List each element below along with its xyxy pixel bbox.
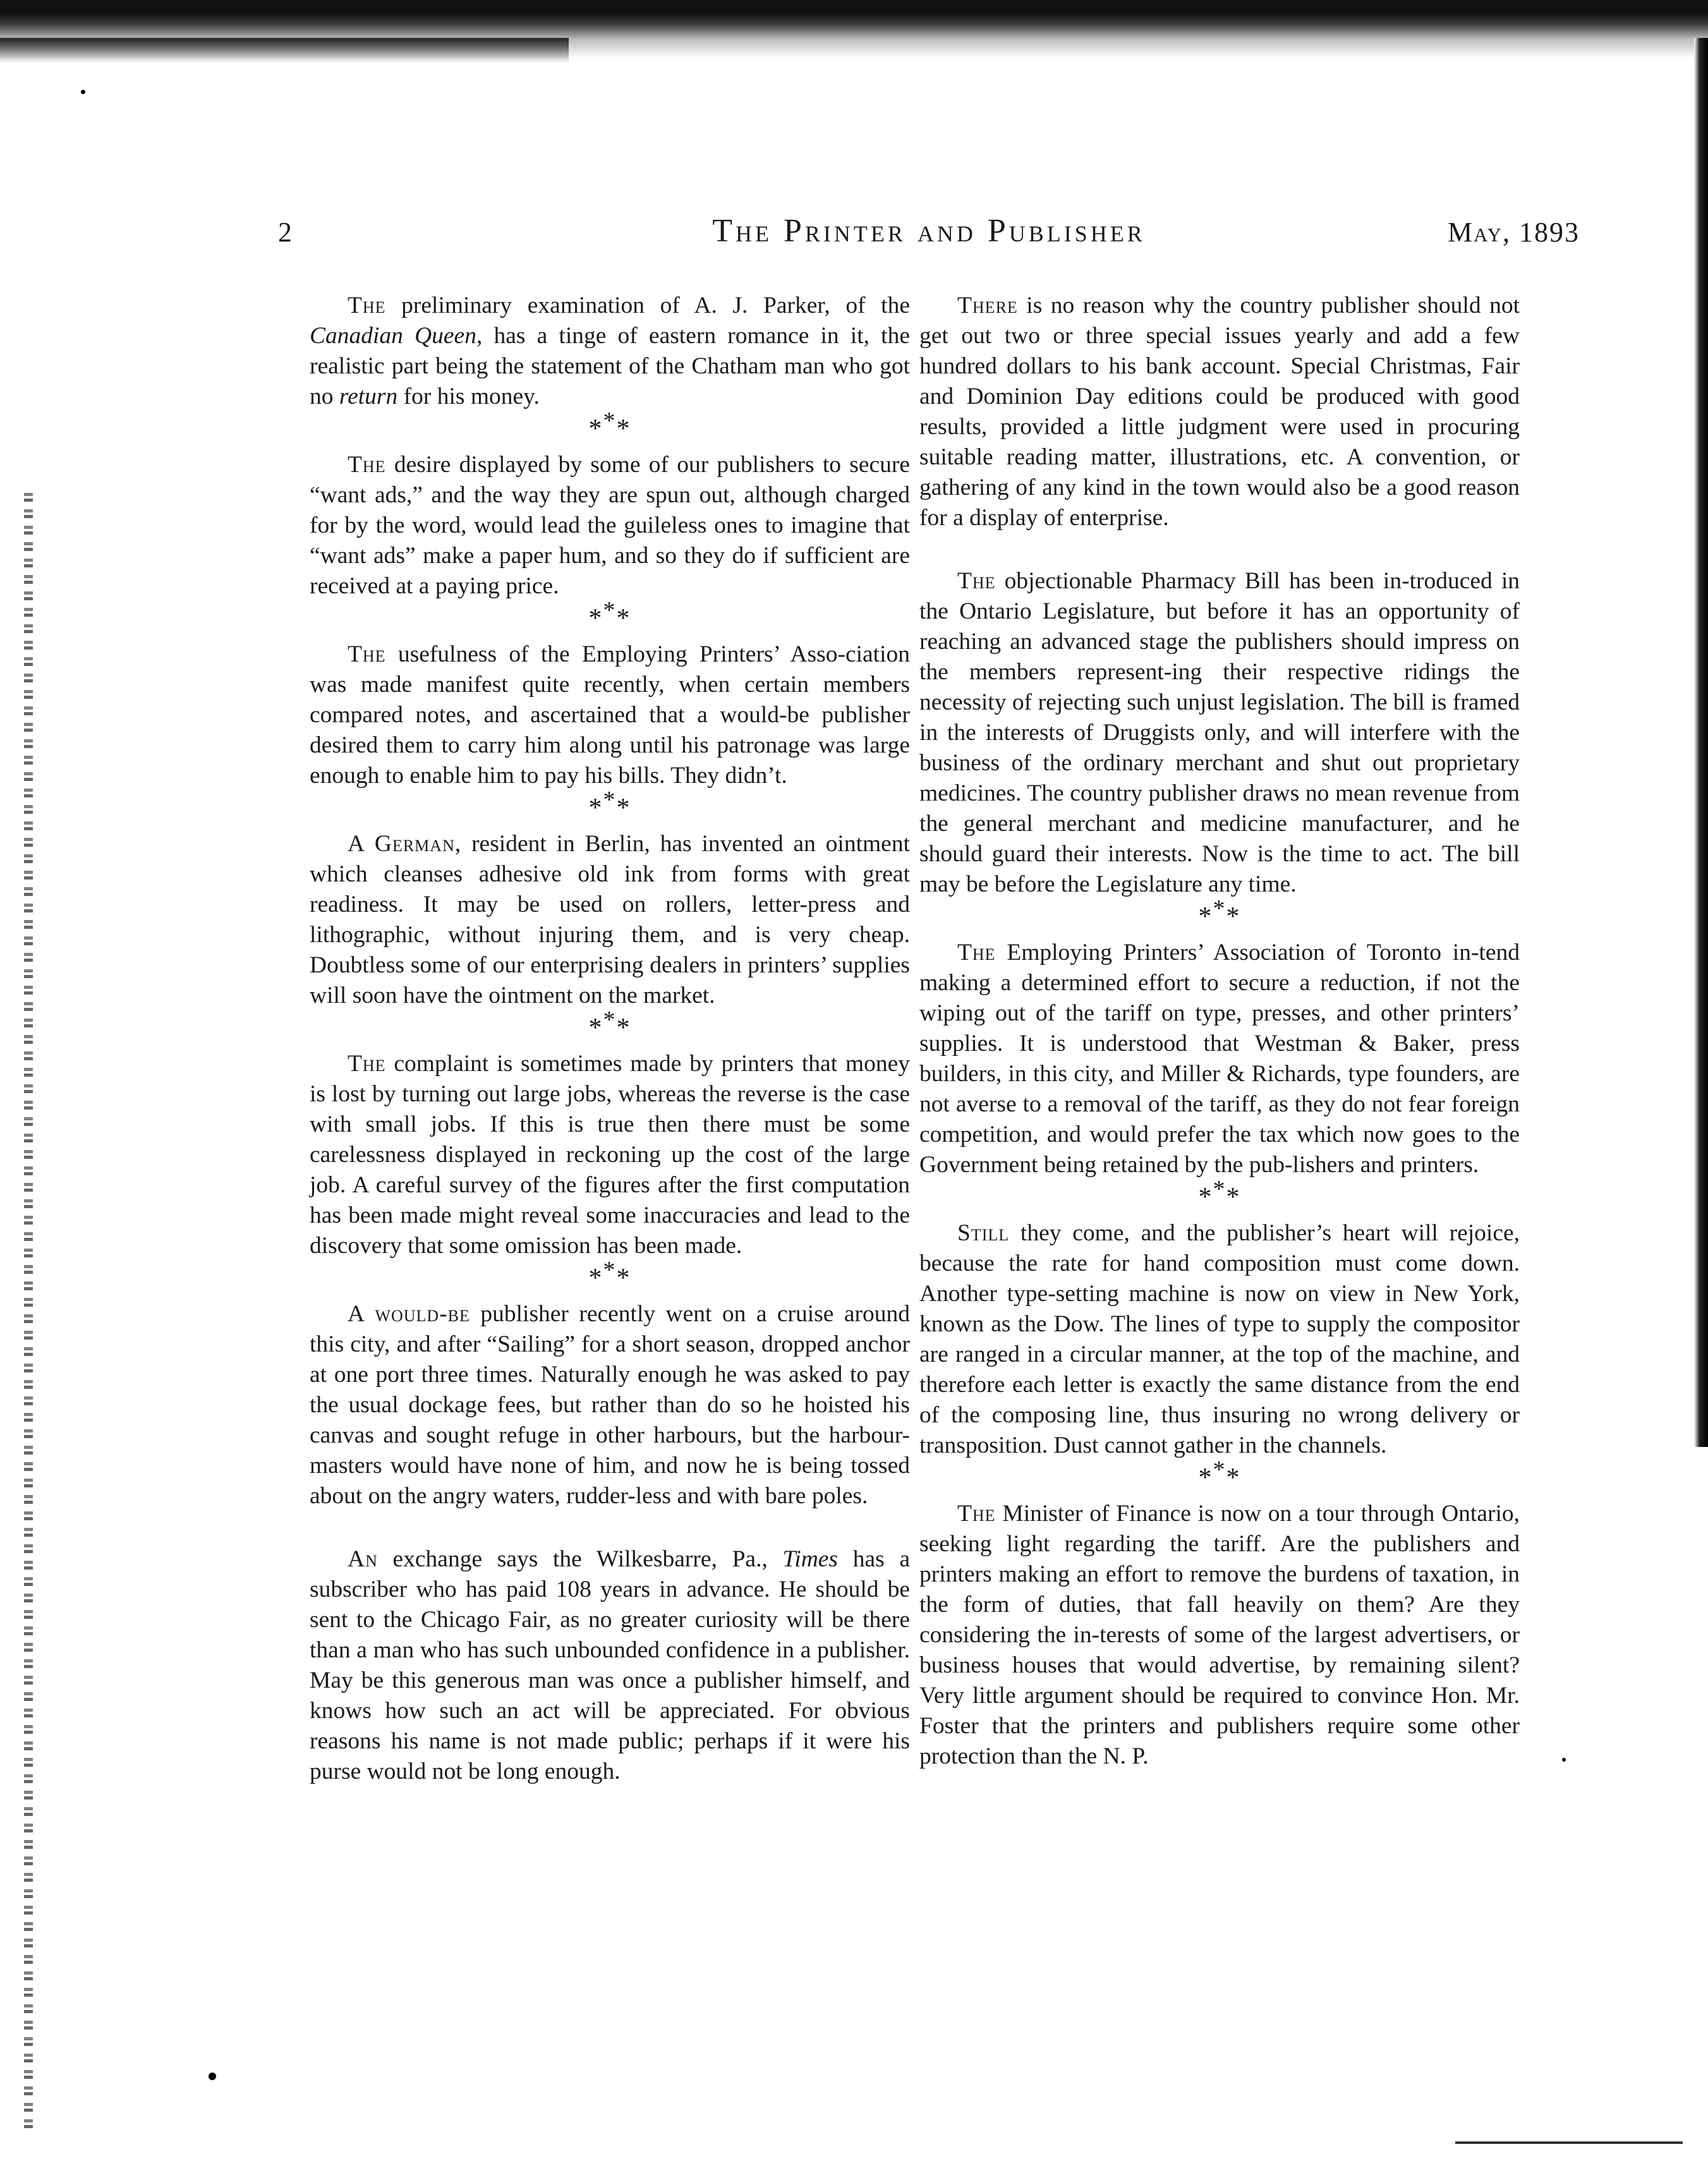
article-paragraph: The objectionable Pharmacy Bill has been in-troduced in the Ontario Legislature, but before it has an opportunity of reaching an advanced stage the publishers should impress on the members represent-ing their respective ridings the necessity of rejecting such unjust legislation. The bill is framed in the interests of Druggists only, and will interfere with the business of the ordinary merchant and shut out proprietary medicines. The country publisher draws no mean revenue from the general merchant and medicine manufacturer, and he should guard their interests. Now is the time to act. The bill may be before the Legislature any time. [919, 568, 1520, 897]
asterism-separator: *** [1198, 1176, 1241, 1212]
article-paragraph: A German, resident in Berlin, has invented an ointment which cleanses adhesive old ink from forms with great readiness. It may be used on rollers, letter-press and lithographic, without injuring them, and is very cheap. Doubtless some of our enterprising dealers in printers’ supplies will soon have the ointment on the market. [310, 831, 910, 1008]
paragraph-gap [310, 1511, 910, 1544]
paragraph-gap [919, 533, 1520, 566]
scan-right-edge [1694, 38, 1708, 1447]
paragraph-lead-word: The [348, 641, 386, 667]
paragraph-lead-word: The [348, 293, 386, 318]
scan-top-shadow [0, 0, 1708, 70]
italic-title: return [339, 384, 398, 409]
paragraph-lead-word: The [957, 1501, 996, 1527]
article-paragraph: The desire displayed by some of our publishers to secure “want ads,” and the way they are spun out, although charged for by the word, would lead the guileless ones to imagine that “want ads” make a paper hum, and so they do if sufficient are received at a paying price. [310, 452, 910, 599]
paragraph-lead-word: The [348, 452, 386, 478]
asterism-separator: *** [1198, 1456, 1241, 1492]
article-paragraph: Still they come, and the publisher’s heart will rejoice, because the rate for hand composition must come down. Another type-setting machine is now on view in New York, known as the Dow. The lines of type to supply the compositor are ranged in a circular manner, at the top of the machine, and therefore each letter is exactly the same distance from the end of the composing line, thus insuring no wrong delivery or transposition. Dust cannot gather in the channels. [919, 1220, 1520, 1458]
italic-title: Times [782, 1546, 839, 1572]
asterism-separator: *** [588, 1257, 631, 1293]
issue-date: May, 1893 [1447, 217, 1580, 248]
paragraph-lead-word: A German, [348, 831, 462, 857]
left-column [310, 291, 910, 1787]
paragraph-lead-word: The [348, 1051, 386, 1077]
asterism-separator: *** [1198, 895, 1241, 931]
article-paragraph: The Employing Printers’ Association of Toronto in-tend making a determined effort to secure a reduction, if not the wiping out of the tariff on type, presses, and other printers’ supplies. It is understood that Westman & Baker, press builders, in this city, and Miller & Richards, type founders, are not averse to a removal of the tariff, as they do not fear foreign competition, and would prefer the tax which now goes to the Government being retained by the pub-lishers and printers. [919, 940, 1520, 1178]
article-paragraph: The preliminary examination of A. J. Parker, of the Canadian Queen, has a tinge of eastern romance in it, the realistic part being the statement of the Chatham man who got no return for his money. [310, 293, 910, 409]
asterism-separator: *** [588, 787, 631, 823]
scan-speck [81, 90, 85, 94]
scan-speck [1562, 1758, 1566, 1762]
page-header [278, 209, 1580, 259]
page-number: 2 [278, 217, 292, 248]
right-column [919, 291, 1520, 1772]
article-paragraph: The complaint is sometimes made by printers that money is lost by turning out large jobs, whereas the reverse is the case with small jobs. If this is true then there must be some carelessness displayed in reckoning up the cost of the large job. A careful survey of the figures after the first computation has been made might reveal some inaccuracies and lead to the discovery that some omission has been made. [310, 1051, 910, 1259]
paragraph-lead-word: An [348, 1546, 378, 1572]
paragraph-lead-word: Still [957, 1220, 1010, 1246]
article-paragraph: A would-be publisher recently went on a cruise around this city, and after “Sailing” for a short season, dropped anchor at one port three times. Naturally enough he was asked to pay the usual dockage fees, but rather than do so he hoisted his canvas and sought refuge in other harbours, but the harbour-masters would have none of him, and now he is being tossed about on the angry waters, rudder-less and with bare poles. [310, 1301, 911, 1509]
article-paragraph: An exchange says the Wilkesbarre, Pa., Times has a subscriber who has paid 108 years in advance. He should be sent to the Chicago Fair, as no greater curiosity will be there than a man who has such unbounded confidence in a publisher. May be this generous man was once a publisher himself, and knows how such an act will be appreciated. For obvious reasons his name is not made public; perhaps if it were his purse would not be long enough. [310, 1546, 910, 1784]
asterism-separator: *** [588, 597, 631, 633]
article-paragraph: The usefulness of the Employing Printers’ Asso-ciation was made manifest quite recently, when certain members compared notes, and ascertained that a would-be publisher desired them to carry him along until his patronage was large enough to enable him to pay his bills. They didn’t. [310, 641, 910, 789]
scan-bottom-rule [1455, 2141, 1683, 2144]
paragraph-lead-word: There [957, 293, 1018, 318]
paragraph-lead-word: The [957, 940, 996, 965]
scan-left-edge [24, 493, 33, 2136]
paragraph-lead-word: A would-be [348, 1301, 470, 1327]
paragraph-lead-word: The [957, 568, 996, 594]
article-paragraph: There is no reason why the country publisher should not get out two or three special issues yearly and add a few hundred dollars to his bank account. Special Christmas, Fair and Dominion Day editions could be produced with good results, provided a little judgment were used in procuring suitable reading matter, illustrations, etc. A convention, or gathering of any kind in the town would also be a good reason for a display of enterprise. [919, 293, 1520, 531]
asterism-separator: *** [588, 408, 631, 444]
italic-title: Canadian Queen [310, 323, 476, 349]
asterism-separator: *** [588, 1007, 631, 1043]
scan-speck [209, 2073, 216, 2080]
page-title: The Printer and Publisher [712, 213, 1146, 249]
article-paragraph: The Minister of Finance is now on a tour through Ontario, seeking light regarding the tariff. Are the publishers and printers making an effort to remove the burdens of taxation, in the form of duties, that fall heavily on them? Are they considering the in-terests of some of the largest advertisers, or business houses that would advertise, by remaining silent? Very little argument should be required to convince Hon. Mr. Foster that the printers and publishers require some other protection than the N. P. [919, 1501, 1520, 1769]
